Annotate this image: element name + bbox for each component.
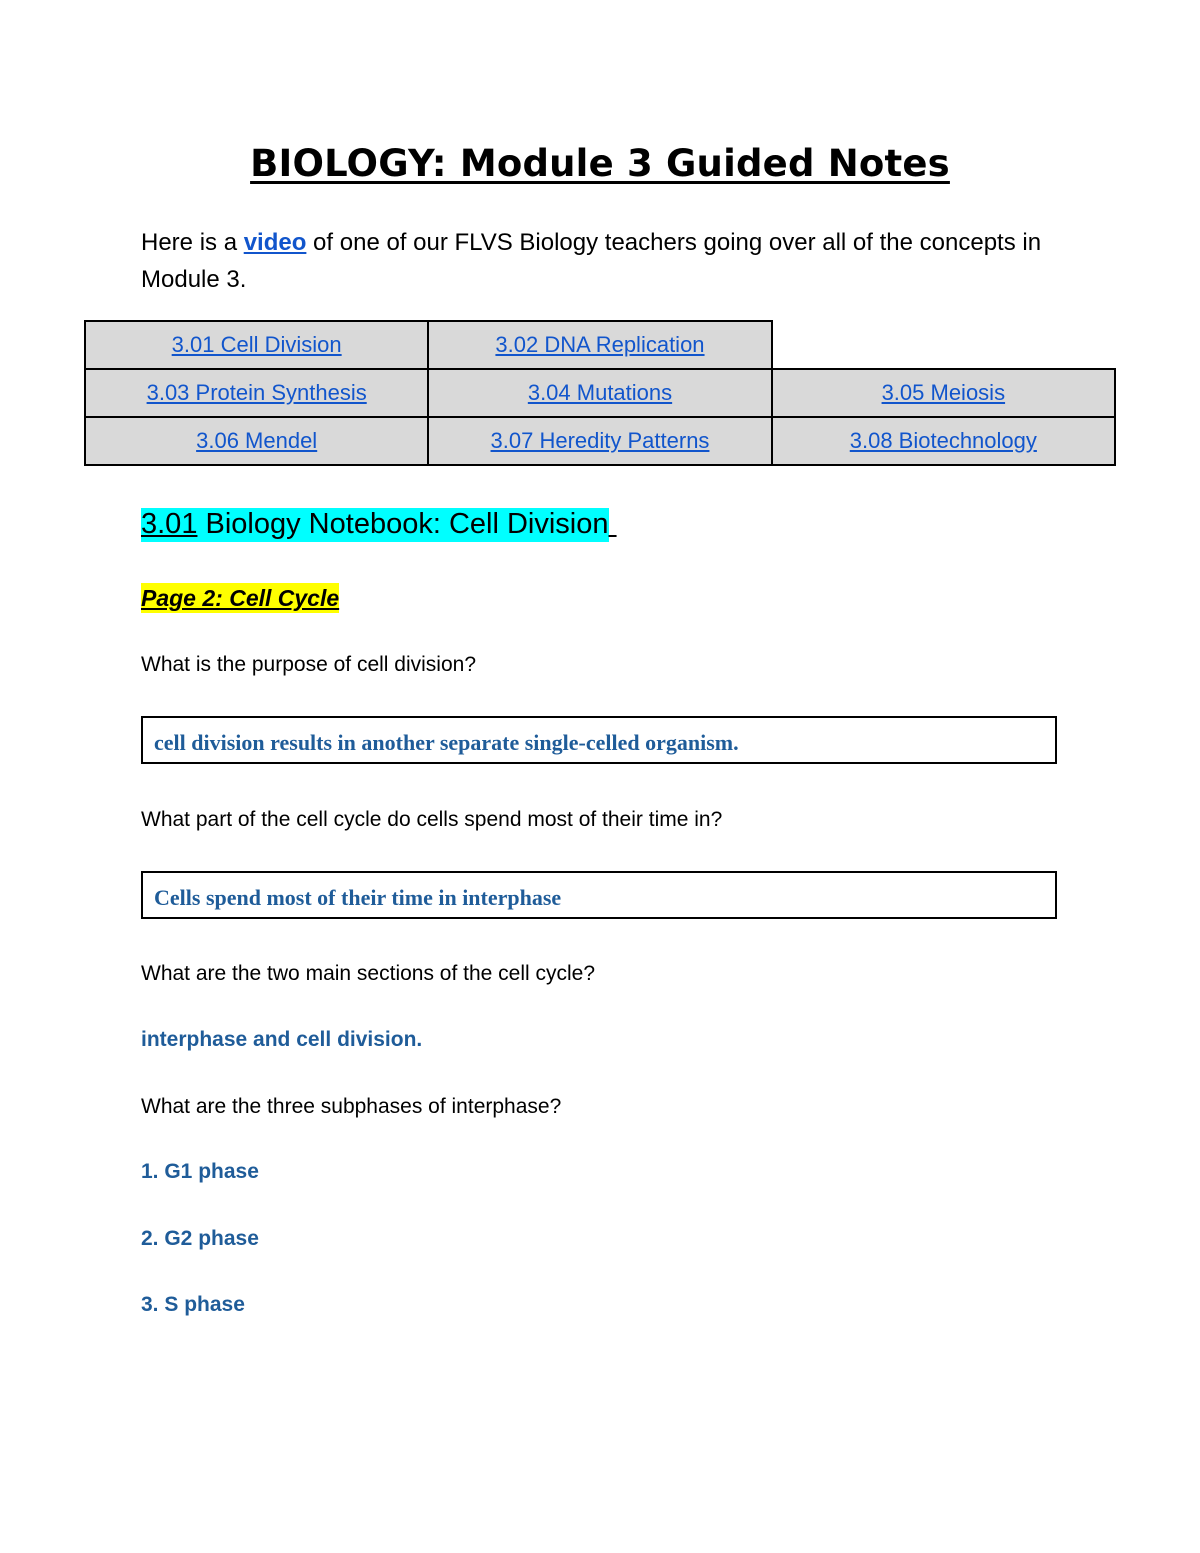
nav-cell [428,417,771,465]
lesson-link-3-05[interactable]: 3.05 Meiosis [881,380,1006,405]
nav-cell [772,417,1115,465]
answer-4-item-3: 3. S phase [141,1293,245,1316]
nav-cell [85,321,428,369]
section-heading [141,505,617,543]
page-heading: Page 2: Cell Cycle [141,585,340,611]
intro-paragraph [141,224,1101,298]
answer-box-1 [141,716,1057,764]
lesson-link-3-06[interactable]: 3.06 Mendel [196,428,318,453]
lesson-link-3-08[interactable]: 3.08 Biotechnology [849,428,1037,453]
lesson-nav-table [84,320,1116,466]
lesson-link-3-04[interactable]: 3.04 Mutations [527,380,673,405]
answer-4-item-1: 1. G1 phase [141,1160,259,1183]
answer-2: Cells spend most of their time in interphase [154,885,562,910]
nav-cell [85,417,428,465]
lesson-link-3-01[interactable]: 3.01 Cell Division [171,332,342,357]
intro-text-after: of one of our FLVS Biology teachers going over all of the concepts in Module 3. [141,229,1042,293]
intro-text-before: Here is a [141,229,244,256]
nav-cell-empty [772,321,1115,369]
lesson-link-3-03[interactable]: 3.03 Protein Synthesis [146,380,367,405]
nav-cell [85,369,428,417]
question-4: What are the three subphases of interphase? [141,1095,562,1118]
video-link[interactable]: video [243,229,307,256]
section-title: Biology Notebook: Cell Division [205,508,609,540]
section-number: 3.01 [141,508,198,540]
answer-1: cell division results in another separate single-celled organism. [154,730,739,755]
nav-cell [772,369,1115,417]
answer-4-item-2: 2. G2 phase [141,1227,259,1250]
table-row [85,321,1115,369]
question-2: What part of the cell cycle do cells spend most of their time in? [141,808,723,831]
nav-cell [428,369,771,417]
question-3: What are the two main sections of the cell cycle? [141,962,596,985]
question-1: What is the purpose of cell division? [141,653,477,676]
nav-cell [428,321,771,369]
table-row [85,369,1115,417]
answer-3: interphase and cell division. [141,1028,423,1051]
table-row [85,417,1115,465]
lesson-link-3-02[interactable]: 3.02 DNA Replication [495,332,705,357]
lesson-link-3-07[interactable]: 3.07 Heredity Patterns [490,428,710,453]
answer-box-2 [141,871,1057,919]
page-title: BIOLOGY: Module 3 Guided Notes [250,142,950,185]
